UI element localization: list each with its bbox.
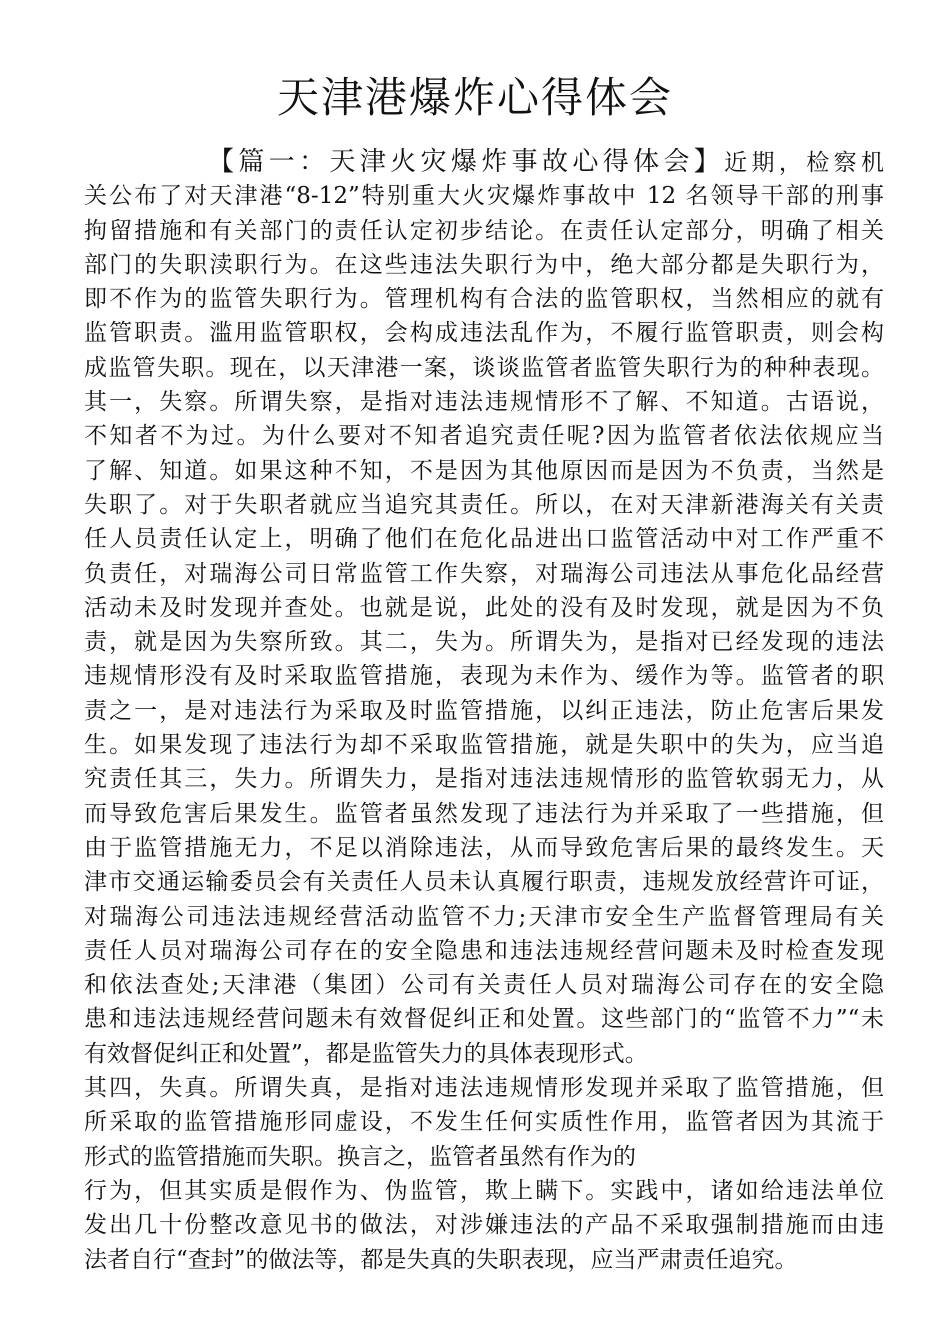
paragraph-line: 成监管失职。现在，以天津港一案，谈谈监管者监管失职行为的种种表现。 bbox=[84, 354, 884, 381]
paragraph-line: 形式的监管措施而失职。换言之，监管者虽然有作为的 bbox=[84, 1143, 636, 1170]
paragraph-line: 负责任，对瑞海公司日常监管工作失察，对瑞海公司违法从事危化品经营 bbox=[84, 560, 884, 587]
paragraph-line: 对瑞海公司违法违规经营活动监管不力;天津市安全生产监督管理局有关 bbox=[84, 903, 884, 930]
paragraph-line: 关公布了对天津港“8-12”特别重大火灾爆炸事故中 12 名领导干部的刑事 bbox=[84, 183, 884, 210]
paragraph-line: 活动未及时发现并查处。也就是说，此处的没有及时发现，就是因为不负 bbox=[84, 594, 884, 621]
paragraph-line bbox=[84, 145, 884, 179]
paragraph-line: 发出几十份整改意见书的做法，对涉嫌违法的产品不采取强制措施而由违 bbox=[84, 1212, 884, 1239]
paragraph-line: 了解、知道。如果这种不知，不是因为其他原因而是因为不负责，当然是 bbox=[84, 457, 884, 484]
paragraph-line: 津市交通运输委员会有关责任人员未认真履行职责，违规发放经营许可证， bbox=[84, 869, 884, 896]
section-heading: 【篇一：天津火灾爆炸事故心得体会】 bbox=[208, 147, 725, 177]
paragraph-line: 监管职责。滥用监管职权，会构成违法乱作为，不履行监管职责，则会构 bbox=[84, 320, 884, 347]
paragraph-line: 不知者不为过。为什么要对不知者追究责任呢?因为监管者依法依规应当 bbox=[84, 423, 884, 450]
document-title: 天津港爆炸心得体会 bbox=[276, 73, 673, 122]
paragraph-line: 拘留措施和有关部门的责任认定初步结论。在责任认定部分，明确了相关 bbox=[84, 217, 884, 244]
paragraph-line: 失职了。对于失职者就应当追究其责任。所以，在对天津新港海关有关责 bbox=[84, 491, 884, 518]
paragraph-line: 行为，但其实质是假作为、伪监管，欺上瞒下。实践中，诸如给违法单位 bbox=[84, 1177, 884, 1204]
paragraph-line: 由于监管措施无力，不足以消除违法，从而导致危害后果的最终发生。天 bbox=[84, 834, 884, 861]
paragraph-line: 患和违法违规经营问题未有效督促纠正和处置。这些部门的“监管不力”“未 bbox=[84, 1006, 884, 1033]
paragraph-line: 而导致危害后果发生。监管者虽然发现了违法行为并采取了一些措施，但 bbox=[84, 800, 884, 827]
paragraph-line: 有效督促纠正和处置”，都是监管失力的具体表现形式。 bbox=[84, 1040, 648, 1067]
paragraph-line: 所采取的监管措施形同虚设，不发生任何实质性作用，监管者因为其流于 bbox=[84, 1109, 884, 1136]
paragraph-line: 和依法查处;天津港（集团）公司有关责任人员对瑞海公司存在的安全隐 bbox=[84, 972, 884, 999]
paragraph-line: 法者自行“查封”的做法等，都是失真的失职表现，应当严肃责任追究。 bbox=[84, 1246, 798, 1273]
paragraph-line: 责，就是因为失察所致。其二，失为。所谓失为，是指对已经发现的违法 bbox=[84, 629, 884, 656]
paragraph-line: 其一，失察。所谓失察，是指对违法违规情形不了解、不知道。古语说， bbox=[84, 389, 884, 416]
paragraph-line: 究责任其三，失力。所谓失力，是指对违法违规情形的监管软弱无力，从 bbox=[84, 766, 884, 793]
paragraph-line: 生。如果发现了违法行为却不采取监管措施，就是失职中的失为，应当追 bbox=[84, 732, 884, 759]
paragraph-line: 部门的失职渎职行为。在这些违法失职行为中，绝大部分都是失职行为， bbox=[84, 251, 884, 278]
paragraph-line: 即不作为的监管失职行为。管理机构有合法的监管职权，当然相应的就有 bbox=[84, 286, 884, 313]
paragraph-line-text: 近期，检察机 bbox=[724, 150, 884, 176]
paragraph-line: 违规情形没有及时采取监管措施，表现为未作为、缓作为等。监管者的职 bbox=[84, 663, 884, 690]
paragraph-line: 其四，失真。所谓失真，是指对违法违规情形发现并采取了监管措施，但 bbox=[84, 1075, 884, 1102]
paragraph-line: 责任人员对瑞海公司存在的安全隐患和违法违规经营问题未及时检查发现 bbox=[84, 937, 884, 964]
document-body bbox=[84, 145, 884, 1277]
paragraph-line: 责之一，是对违法行为采取及时监管措施，以纠正违法，防止危害后果发 bbox=[84, 697, 884, 724]
paragraph-line: 任人员责任认定上，明确了他们在危化品进出口监管活动中对工作严重不 bbox=[84, 526, 884, 553]
